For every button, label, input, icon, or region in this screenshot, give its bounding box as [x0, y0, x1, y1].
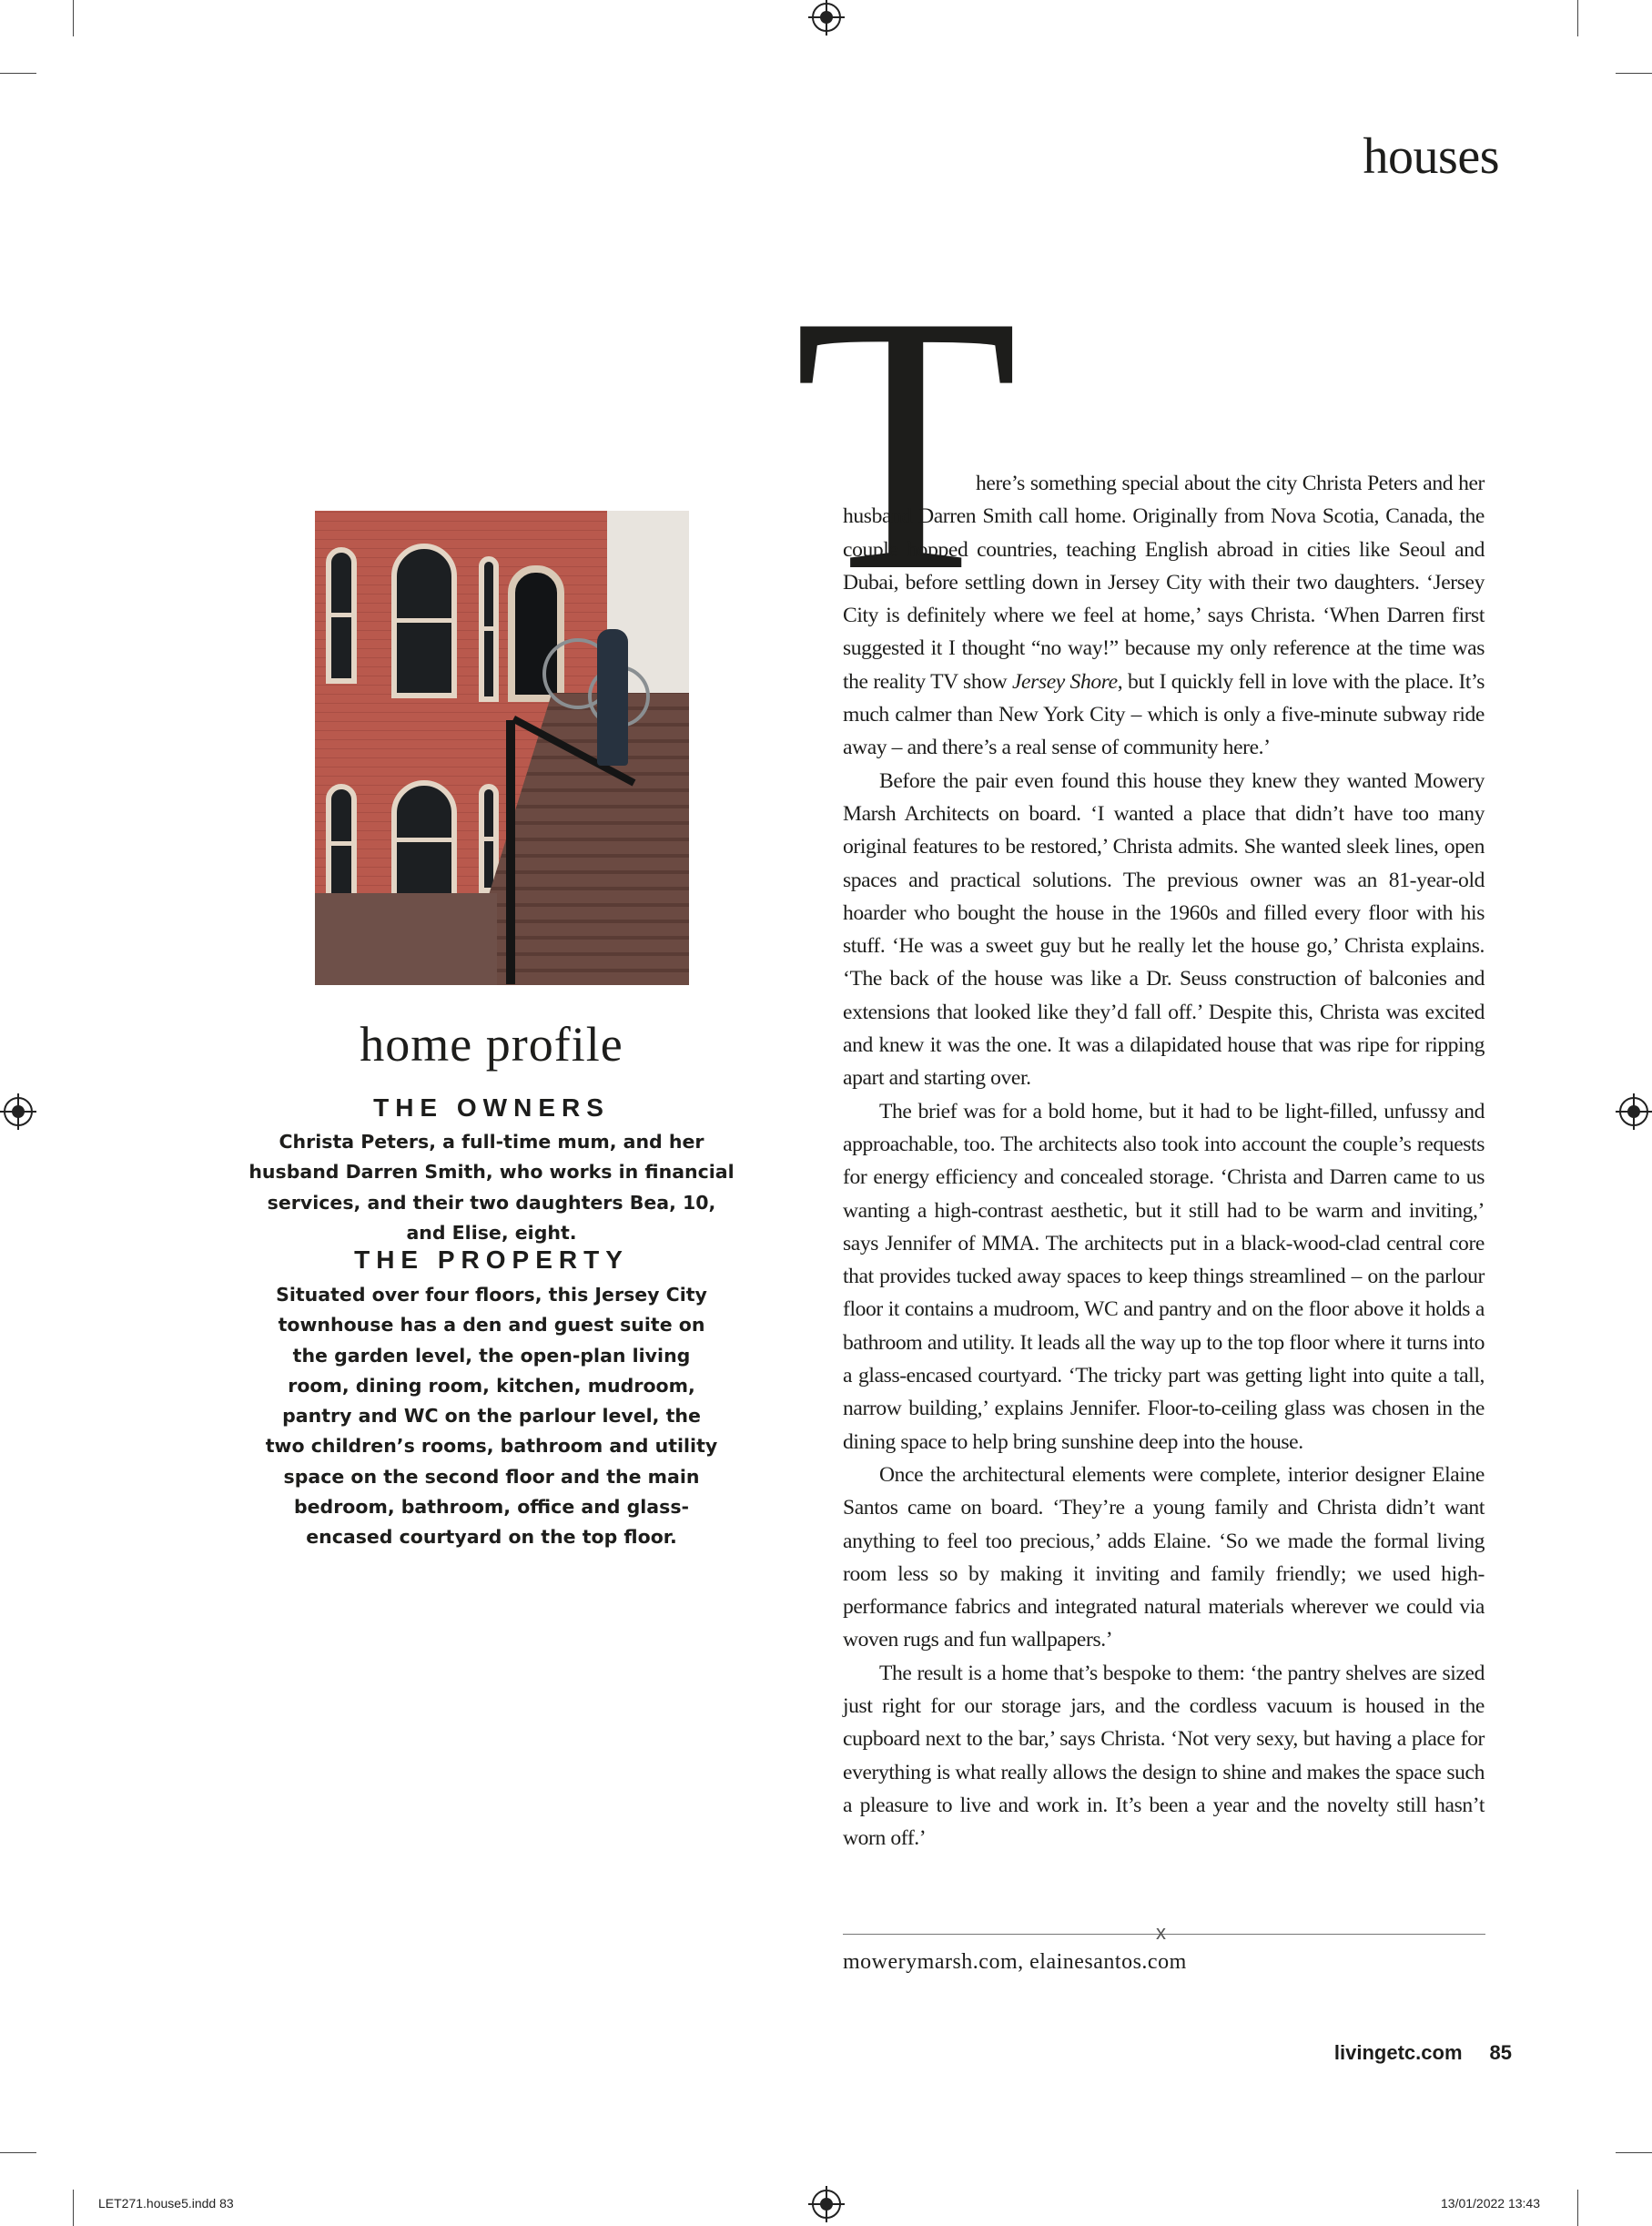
slug-filename: LET271.house5.indd 83 — [98, 2196, 234, 2211]
photo-basement-wall — [315, 893, 497, 985]
folio — [1334, 2041, 1512, 2065]
crop-mark — [1616, 73, 1652, 74]
photo-window — [479, 556, 499, 702]
article-paragraph: Once the architectural elements were complete, interior designer Elaine Santos came on board. ‘They’re a young family and Christa didn’t want anything to feel too precious,’ adds Elaine. ‘So we made the formal living room less so by making it inviting and family friendly; we used high-performance fabrics and integrated natural materials wherever we could via woven rugs and fun wallpapers.’ — [843, 1462, 1485, 1652]
photo-railing — [506, 720, 515, 984]
section-tag: houses — [1363, 128, 1499, 185]
photo-window — [326, 547, 357, 684]
photo-window — [391, 544, 457, 698]
article-text: here’s something special about the city Christa Peters and her husband Darren Smith call home. Originally from Nova Scotia, Canada, the couple hopped countries, teaching English abroad in cities like Seoul and Dubai, before settling down in Jersey City with their two daughters. ‘Jersey City is definitely where we feel at home,’ says Christa. ‘When Darren first suggested it I thought “no way!” because my only reference at the time was the reality TV show — [843, 472, 1485, 694]
slug-date: 13/01/2022 13:43 — [1441, 2196, 1540, 2211]
registration-mark-icon — [1619, 1097, 1648, 1126]
article-paragraph: The brief was for a bold home, but it had to be light-filled, unfussy and approachable, too. The architects also took into account the couple’s requests for energy efficiency and concealed storage. ‘Christa and Darren came to us wanting a high-contrast aesthetic, but it still had to be warm and inviting,’ says Jennifer of MMA. The architects put in a black-wood-clad central core that provides tucked away spaces to keep things streamlined – on the parlour floor it contains a mudroom, WC and pantry and on the floor above it holds a bathroom and utility. It leads all the way up to the top floor where it turns into a glass-encased courtyard. ‘The tricky part was getting light into quite a tall, narrow building,’ explains Jennifer. Floor-to-ceiling glass was chosen in the dining space to help bring sunshine deep into the house. — [843, 1099, 1485, 1454]
registration-mark-icon — [812, 2190, 841, 2219]
photo-window — [391, 780, 457, 899]
crop-mark — [1616, 2152, 1652, 2153]
profile-title: home profile — [360, 1017, 623, 1072]
registration-mark-icon — [812, 3, 841, 32]
article-paragraph — [843, 467, 1485, 765]
photo-person — [597, 629, 628, 766]
owners-text: Christa Peters, a full-time mum, and her husband Darren Smith, who works in financial services, and their two daughters Bea, 10, and Elise, eight. — [248, 1131, 735, 1244]
article-body — [843, 467, 1485, 1855]
townhouse-photo — [315, 511, 689, 985]
crop-mark — [0, 73, 36, 74]
site-name: livingetc.com — [1333, 2041, 1463, 2064]
credits: mowerymarsh.com, elainesantos.com — [843, 1950, 1187, 1974]
owners-heading: THE OWNERS — [373, 1093, 610, 1122]
crop-mark — [73, 2190, 74, 2226]
article-italic-title: Jersey Shore — [1011, 669, 1118, 694]
crop-mark — [0, 2152, 36, 2153]
property-heading: THE PROPERTY — [354, 1245, 629, 1274]
crop-mark — [1577, 0, 1578, 36]
end-mark: x — [1156, 1921, 1166, 1944]
article-paragraph: Before the pair even found this house they knew they wanted Mowery Marsh Architects on board. ‘I wanted a place that didn’t have too many original features to be restored,’ Christa admits. She wanted sleek lines, open spaces and practical solutions. The previous owner was an 81-year-old hoarder who bought the house in the 1960s and filled every floor with his stuff. ‘He was a sweet guy but he really let the house go,’ Christa explains. ‘The back of the house was like a Dr. Seuss construction of balconies and extensions that looked like they’d fall off.’ Despite this, Christa was excited and knew it was the one. It was a dilapidated house that was ripe for ripping apart and starting over. — [843, 768, 1485, 1091]
article-text: , but I quickly fell in love with the place. It’s much calmer than New York City – which is only a five-minute subway ride away – and there’s a real sense of community here.’ — [843, 669, 1485, 760]
drop-cap: T — [794, 240, 1019, 647]
page-number: 85 — [1489, 2041, 1512, 2064]
crop-mark — [73, 0, 74, 36]
crop-mark — [1577, 2190, 1578, 2226]
property-text: Situated over four floors, this Jersey City townhouse has a den and guest suite on the garden level, the open-plan living room, dining room, kitchen, mudroom, pantry and WC on the parlour level, the two children’s rooms, bathroom and utility space on the second floor and the main bedroom, bathroom, office and glass-encased courtyard on the top floor. — [265, 1284, 718, 1549]
photo-window — [326, 784, 357, 902]
article-paragraph: The result is a home that’s bespoke to them: ‘the pantry shelves are sized just right for our storage jars, and the cordless vacuum is housed in the cupboard next to the bar,’ says Christa. ‘Not very sexy, but having a place for everything is what really allows the design to shine and makes the space such a pleasure to live and work in. It’s been a year and the novelty still hasn’t worn off.’ — [843, 1661, 1485, 1851]
registration-mark-icon — [4, 1097, 33, 1126]
